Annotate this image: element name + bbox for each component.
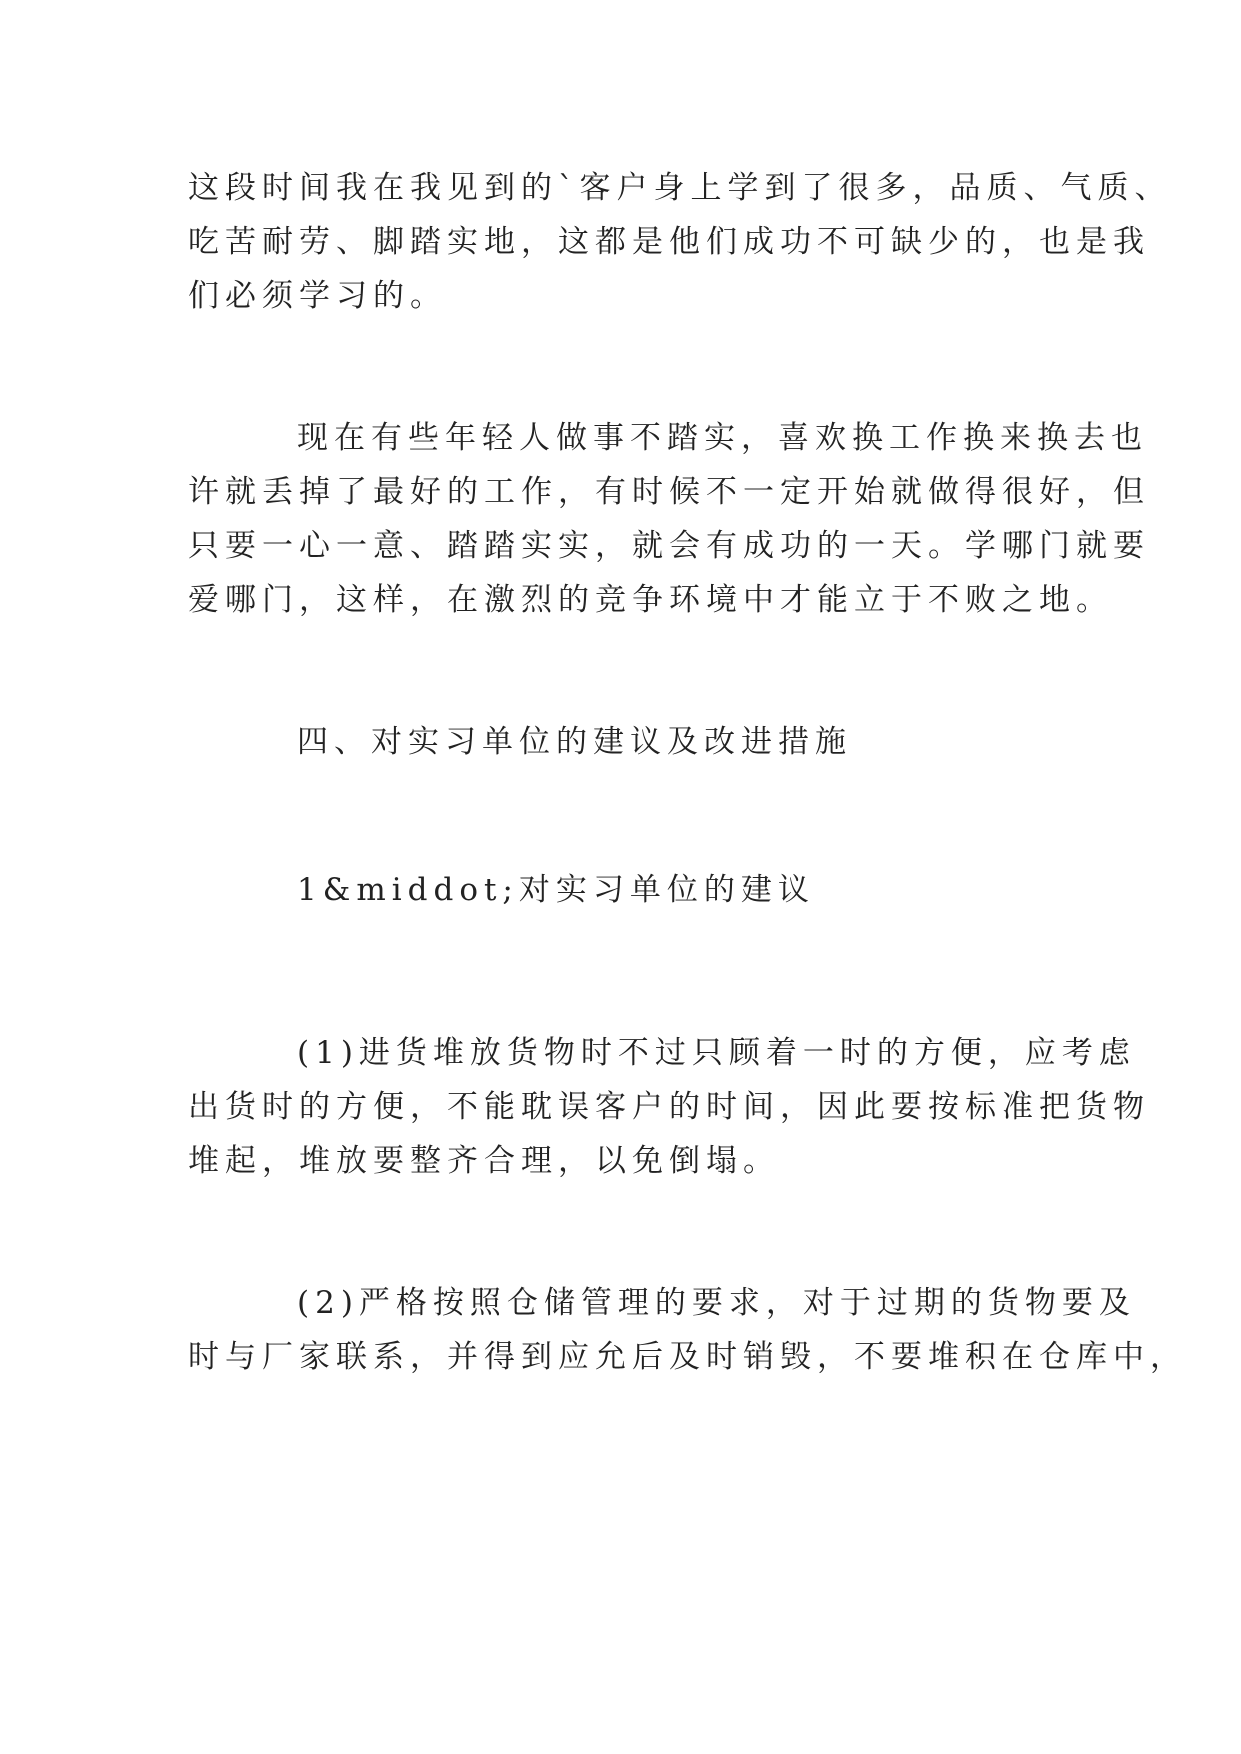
paragraph-5-line-1: (1)进货堆放货物时不过只顾着一时的方便，应考虑 (297, 1035, 1136, 1071)
paragraph-2-line-1: 现在有些年轻人做事不踏实，喜欢换工作换来换去也 (297, 420, 1148, 456)
section-heading: 四、对实习单位的建议及改进措施 (297, 724, 852, 760)
paragraph-6-line-1: (2)严格按照仓储管理的要求，对于过期的货物要及 (297, 1285, 1136, 1321)
paragraph-1-line-3: 们必须学习的。 (188, 278, 447, 314)
subsection-heading: 1&middot;对实习单位的建议 (297, 872, 815, 908)
paragraph-1-line-2: 吃苦耐劳、脚踏实地，这都是他们成功不可缺少的，也是我 (188, 224, 1150, 260)
paragraph-2-line-4: 爱哪门，这样，在激烈的竞争环境中才能立于不败之地。 (188, 582, 1113, 618)
paragraph-2-line-3: 只要一心一意、踏踏实实，就会有成功的一天。学哪门就要 (188, 528, 1150, 564)
paragraph-5-line-3: 堆起，堆放要整齐合理，以免倒塌。 (188, 1143, 780, 1179)
paragraph-1-line-1: 这段时间我在我见到的`客户身上学到了很多，品质、气质、 (188, 170, 1172, 206)
paragraph-2-line-2: 许就丢掉了最好的工作，有时候不一定开始就做得很好，但 (188, 474, 1150, 510)
paragraph-6-line-2: 时与厂家联系，并得到应允后及时销毁，不要堆积在仓库中， (188, 1339, 1187, 1375)
paragraph-5-line-2: 出货时的方便，不能耽误客户的时间，因此要按标准把货物 (188, 1089, 1150, 1125)
